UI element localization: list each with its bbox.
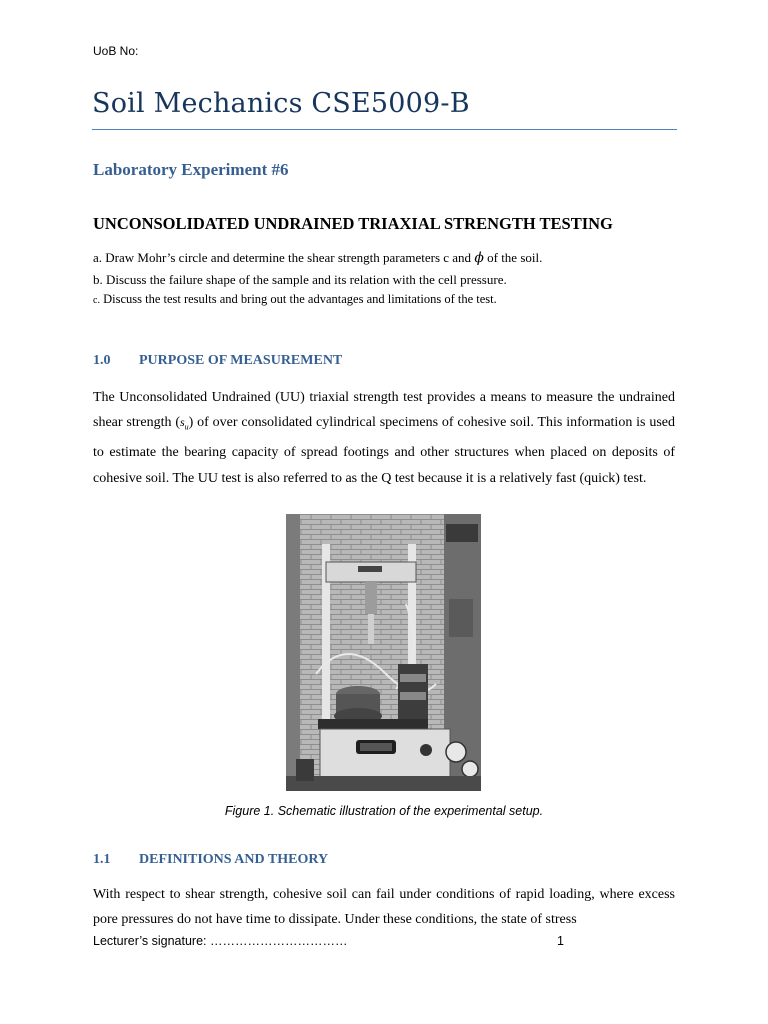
task-a bbox=[93, 250, 542, 266]
su-subscript: u bbox=[184, 422, 189, 432]
purpose-text-start: The Unconsolidated Undrained (UU) triaxial strength test provides a means to measure the undrained shear strength ( bbox=[93, 390, 675, 431]
phi-symbol: ϕ bbox=[474, 250, 484, 266]
section-1-1-number: 1.1 bbox=[93, 852, 111, 867]
triaxial-apparatus-illustration bbox=[286, 514, 481, 791]
experiment-heading: UNCONSOLIDATED UNDRAINED TRIAXIAL STRENGTH TESTING bbox=[93, 214, 613, 233]
su-symbol: s bbox=[180, 415, 185, 430]
lecturer-signature-line: Lecturer’s signature: …………………………… bbox=[93, 934, 348, 948]
experimental-setup-photo bbox=[286, 514, 481, 791]
task-c bbox=[93, 292, 497, 307]
page-number: 1 bbox=[557, 934, 564, 948]
purpose-text-end: ) of over consolidated cylindrical specimens of cohesive soil. This information is used to estimate the bearing capacity of spread footings and other structures when placed on deposits of cohesive soil. The UU test is also referred to as the Q test because it is a relatively fast (quick) test. bbox=[93, 415, 675, 486]
title-divider bbox=[92, 129, 677, 130]
document-title: Soil Mechanics CSE5009-B bbox=[92, 88, 470, 119]
task-a-tail: of the soil. bbox=[483, 250, 543, 265]
section-1-0-paragraph bbox=[93, 385, 675, 491]
section-1-1-heading bbox=[93, 852, 328, 868]
uob-number-label: UoB No: bbox=[93, 44, 139, 58]
undrained-strength-symbol bbox=[180, 415, 189, 432]
task-c-text: Discuss the test results and bring out the advantages and limitations of the test. bbox=[99, 292, 497, 306]
section-1-1-title: DEFINITIONS AND THEORY bbox=[139, 852, 329, 867]
task-c-letter: c. bbox=[93, 295, 100, 306]
section-1-0-title: PURPOSE OF MEASUREMENT bbox=[139, 353, 343, 368]
task-a-text: a. Draw Mohr’s circle and determine the shear strength parameters c and bbox=[93, 250, 475, 265]
figure-caption: Figure 1. Schematic illustration of the experimental setup. bbox=[224, 804, 544, 818]
section-1-0-number: 1.0 bbox=[93, 353, 111, 368]
section-1-1-paragraph: With respect to shear strength, cohesive soil can fail under conditions of rapid loading, where excess pore pressures do not have time to dissipate. Under these conditions, the state of stress bbox=[93, 887, 675, 928]
experiment-subtitle: Laboratory Experiment #6 bbox=[93, 160, 289, 179]
section-1-0-heading bbox=[93, 353, 342, 369]
task-b: b. Discuss the failure shape of the sample and its relation with the cell pressure. bbox=[93, 272, 507, 287]
